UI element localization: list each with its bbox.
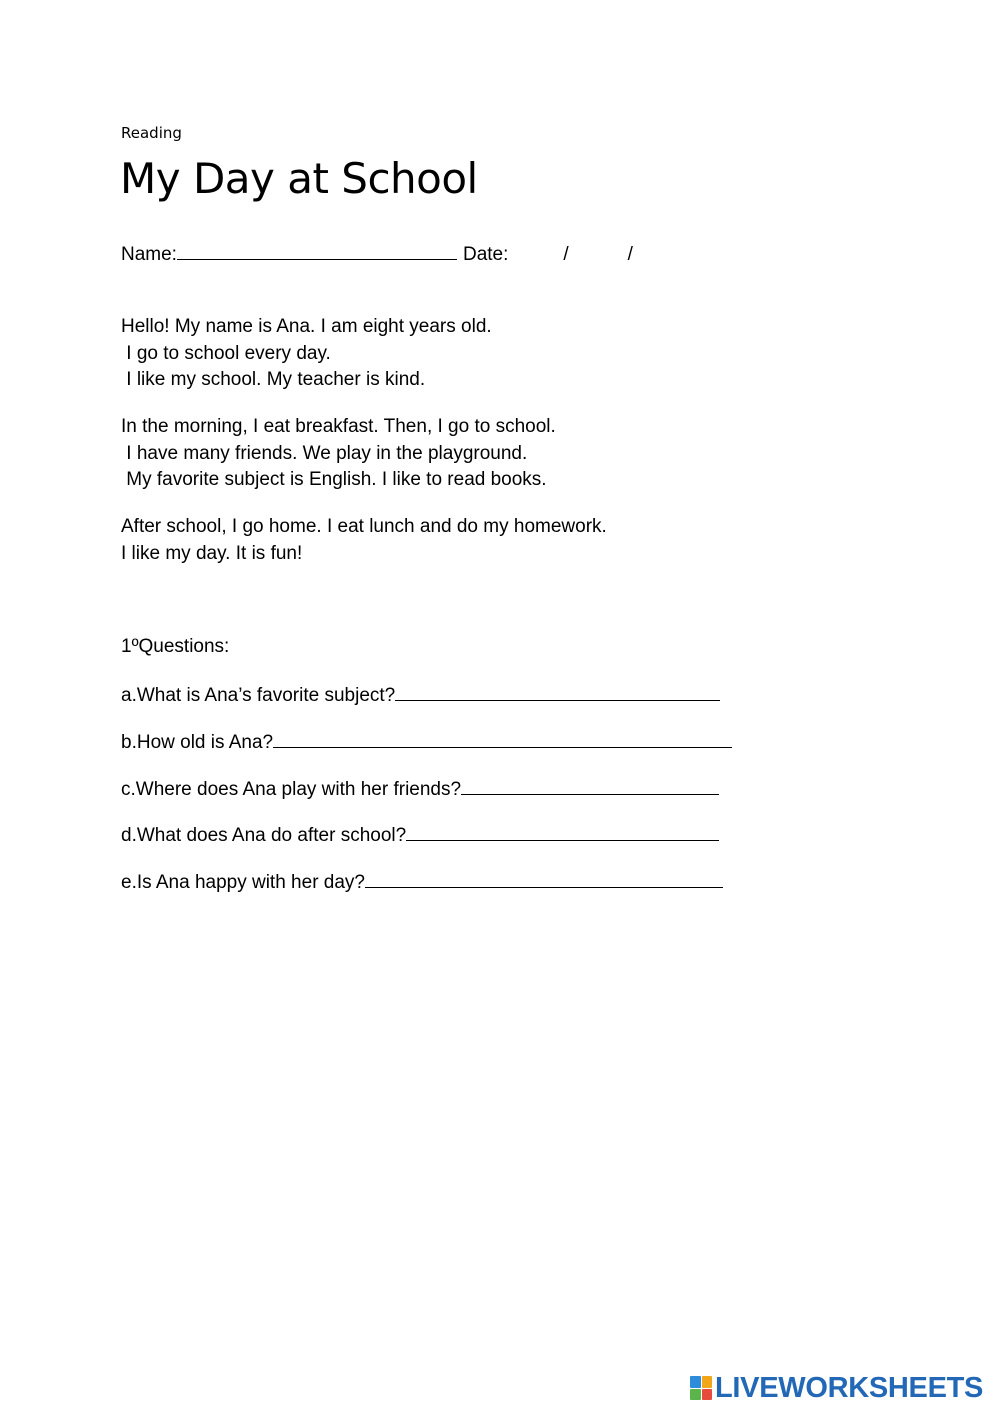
story-line: In the morning, I eat breakfast. Then, I go to school. <box>121 416 556 437</box>
story-line: After school, I go home. I eat lunch and do my homework. <box>121 516 607 537</box>
name-date-row <box>121 241 633 267</box>
name-label: Name: <box>121 244 177 265</box>
story-line: I like my day. It is fun! <box>121 542 303 564</box>
story-line: I go to school every day. <box>121 342 331 364</box>
question-text: a.What is Ana’s favorite subject? <box>121 685 396 706</box>
story-line: Hello! My name is Ana. I am eight years old. <box>121 316 492 337</box>
question-c <box>121 776 719 802</box>
question-a <box>121 682 720 708</box>
story-paragraph-2 <box>121 414 556 494</box>
answer-field-e[interactable] <box>365 869 723 888</box>
worksheet-category: Reading <box>121 124 182 142</box>
questions-heading: 1ºQuestions: <box>121 636 230 657</box>
answer-field-a[interactable] <box>395 682 720 701</box>
answer-field-b[interactable] <box>273 729 732 748</box>
story-line: My favorite subject is English. I like to read books. <box>121 469 547 490</box>
story-line: I have many friends. We play in the playground. <box>121 442 528 464</box>
date-separator: / <box>627 244 633 265</box>
question-e <box>121 869 723 895</box>
date-separator: / <box>563 244 569 265</box>
question-text: c.Where does Ana play with her friends? <box>121 779 462 800</box>
answer-field-c[interactable] <box>461 776 719 795</box>
date-label: Date: <box>462 244 509 265</box>
liveworksheets-logo-icon <box>690 1376 712 1400</box>
liveworksheets-brand <box>690 1372 983 1404</box>
answer-field-d[interactable] <box>406 822 719 841</box>
name-field[interactable] <box>177 241 457 260</box>
story-line: I like my school. My teacher is kind. <box>121 369 426 390</box>
question-b <box>121 729 732 755</box>
brand-wordmark: LIVEWORKSHEETS <box>715 1372 984 1404</box>
question-text: e.Is Ana happy with her day? <box>121 872 365 893</box>
question-d <box>121 822 719 848</box>
story-paragraph-3 <box>121 514 607 567</box>
question-text: b.How old is Ana? <box>121 732 274 753</box>
story-paragraph-1 <box>121 314 492 394</box>
question-text: d.What does Ana do after school? <box>121 825 407 846</box>
page-title: My Day at School <box>120 154 478 203</box>
